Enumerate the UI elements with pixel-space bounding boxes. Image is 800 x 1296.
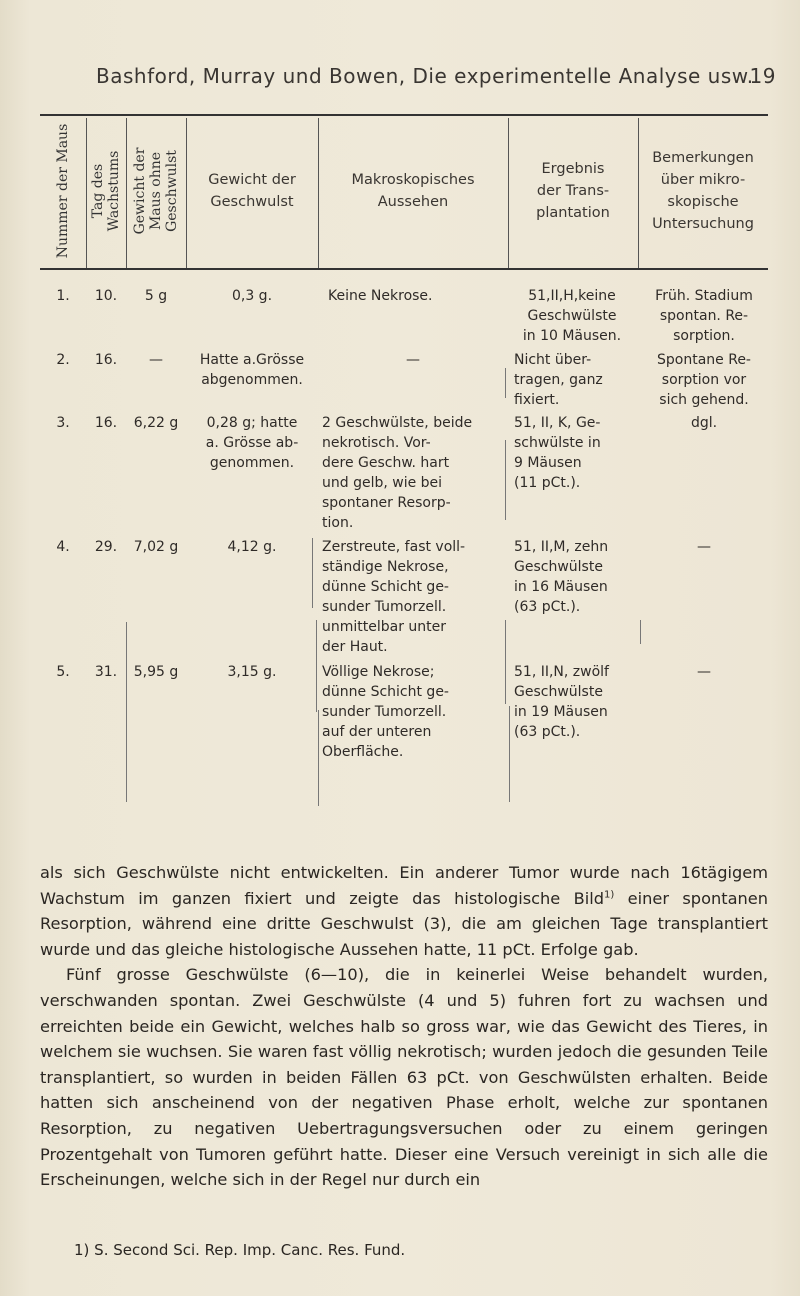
paragraph: Fünf grosse Geschwülste (6—10), die in keinerlei Weise behandelt wurden, verschwanden spontan. Zwei Geschwülste (4 und 5) fuhren fort zu wachsen und erreichten beide ein Gewicht, welches halb so gross war, wie das Gewicht des Tieres, in welchem sie wuchsen. Sie waren fast völlig nekrotisch; wurden jedoch die gesunden Teile transplantiert, so wurden in beiden Fällen 63 pCt. von Geschwülsten erhalten. Beide hatten sich anscheinend von der negativen Phase erholt, welche zur spontanen Resorption, zu negativen Uebertragungsversuchen oder zu einem geringen Prozentgehalt von Tumoren geführt hatte. Dieser eine Versuch vereinigt in sich alle die Erscheinungen, welche sich in der Regel nur durch ein [40, 965, 768, 1190]
header-makroskopisch: Makroskopisches Aussehen [351, 172, 475, 210]
body-text [40, 860, 768, 1193]
paragraph [40, 860, 768, 962]
cell-nr: 2. [56, 352, 70, 368]
footnote-mark: 1) [74, 1241, 90, 1259]
cell-ergebnis: 51,II,H,keine Geschwülste in 10 Mäusen. [522, 288, 622, 344]
cell-tag: 10. [94, 288, 118, 304]
footnote-reference: 1) [604, 889, 615, 901]
cell-gewicht-geschwulst: 0,28 g; hatte a. Grösse ab- genommen. [205, 415, 299, 471]
header-tag: Tag des Wachstums [90, 150, 122, 232]
footnote [74, 1241, 764, 1259]
cell-gewicht-geschwulst: 0,3 g. [231, 288, 273, 304]
cell-ergebnis: 51, II, K, Ge- schwülste in 9 Mäusen (11 pCt.). [514, 415, 601, 491]
cell-gewicht-maus: 5,95 g [133, 664, 179, 680]
cell-nr: 5. [56, 664, 70, 680]
cell-tag: 16. [94, 352, 118, 368]
cell-bemerkungen: — [697, 539, 711, 555]
paragraph-text: als sich Geschwülste nicht entwickelten. Ein anderer Tumor wurde nach 16tägigem Wachstum im ganzen fixiert und zeigte das histologische Bild [40, 863, 768, 908]
column-divider [640, 620, 641, 644]
cell-makroskopisch: — [406, 352, 420, 368]
cell-tag: 29. [94, 539, 118, 555]
table-top-rule [40, 114, 768, 116]
cell-makroskopisch: Keine Nekrose. [328, 288, 433, 304]
cell-ergebnis: Nicht über- tragen, ganz fixiert. [514, 352, 603, 408]
header-gewicht-maus: Gewicht der Maus ohne Geschwulst [132, 147, 180, 235]
cell-gewicht-geschwulst: Hatte a.Grösse abgenommen. [199, 352, 305, 388]
cell-bemerkungen: Früh. Stadium spontan. Re- sorption. [655, 288, 753, 344]
page-number: 19 [749, 64, 776, 88]
cell-gewicht-maus: 6,22 g [133, 415, 179, 431]
cell-gewicht-maus: 7,02 g [133, 539, 179, 555]
cell-makroskopisch: Zerstreute, fast voll- ständige Nekrose, dünne Schicht ge- sunder Tumorzell. unmittelbar unter der Haut. [322, 539, 466, 655]
cell-makroskopisch: Völlige Nekrose; dünne Schicht ge- sunder Tumorzell. auf der unteren Oberfläche. [322, 664, 449, 760]
cell-nr: 3. [56, 415, 70, 431]
cell-gewicht-geschwulst: 3,15 g. [227, 664, 277, 680]
cell-bemerkungen: — [697, 664, 711, 680]
header-ergebnis: Ergebnis der Trans- plantation [536, 161, 610, 221]
footnote-text: S. Second Sci. Rep. Imp. Canc. Res. Fund. [89, 1241, 406, 1259]
cell-nr: 4. [56, 539, 70, 555]
header-bemerkungen: Bemerkungen über mikro- skopische Untersuchung [652, 150, 754, 232]
cell-bemerkungen: dgl. [690, 415, 718, 431]
header-nummer: Nummer der Maus [55, 123, 71, 259]
cell-tag: 16. [94, 415, 118, 431]
paragraph-text: einer spontanen Resorption, während eine dritte Geschwulst (3), die am gleichen Tage transplantiert wurde und das gleiche histologische Aussehen hatte, 11 pCt. Erfolge gab. [40, 888, 768, 959]
cell-gewicht-geschwulst: 4,12 g. [227, 539, 277, 555]
running-head-title: Bashford, Murray und Bowen, Die experimentelle Analyse usw. [96, 64, 754, 88]
column-divider [505, 368, 506, 398]
cell-makroskopisch: 2 Geschwülste, beide nekrotisch. Vor- dere Geschw. hart und gelb, wie bei spontaner Resorp- tion. [322, 415, 473, 531]
header-gewicht-geschwulst: Gewicht der Geschwulst [208, 172, 296, 210]
table-header-rule [40, 268, 768, 270]
column-divider [318, 710, 319, 806]
column-divider [509, 706, 510, 802]
cell-nr: 1. [56, 288, 70, 304]
cell-ergebnis: 51, II,M, zehn Geschwülste in 16 Mäusen (63 pCt.). [514, 539, 609, 615]
cell-bemerkungen: Spontane Re- sorption vor sich gehend. [657, 352, 751, 408]
cell-tag: 31. [94, 664, 118, 680]
cell-gewicht-maus: 5 g [144, 288, 168, 304]
running-head [96, 64, 776, 94]
column-divider [126, 622, 127, 802]
cell-gewicht-maus: — [149, 352, 163, 368]
cell-ergebnis: 51, II,N, zwölf Geschwülste in 19 Mäusen (63 pCt.). [514, 664, 609, 740]
